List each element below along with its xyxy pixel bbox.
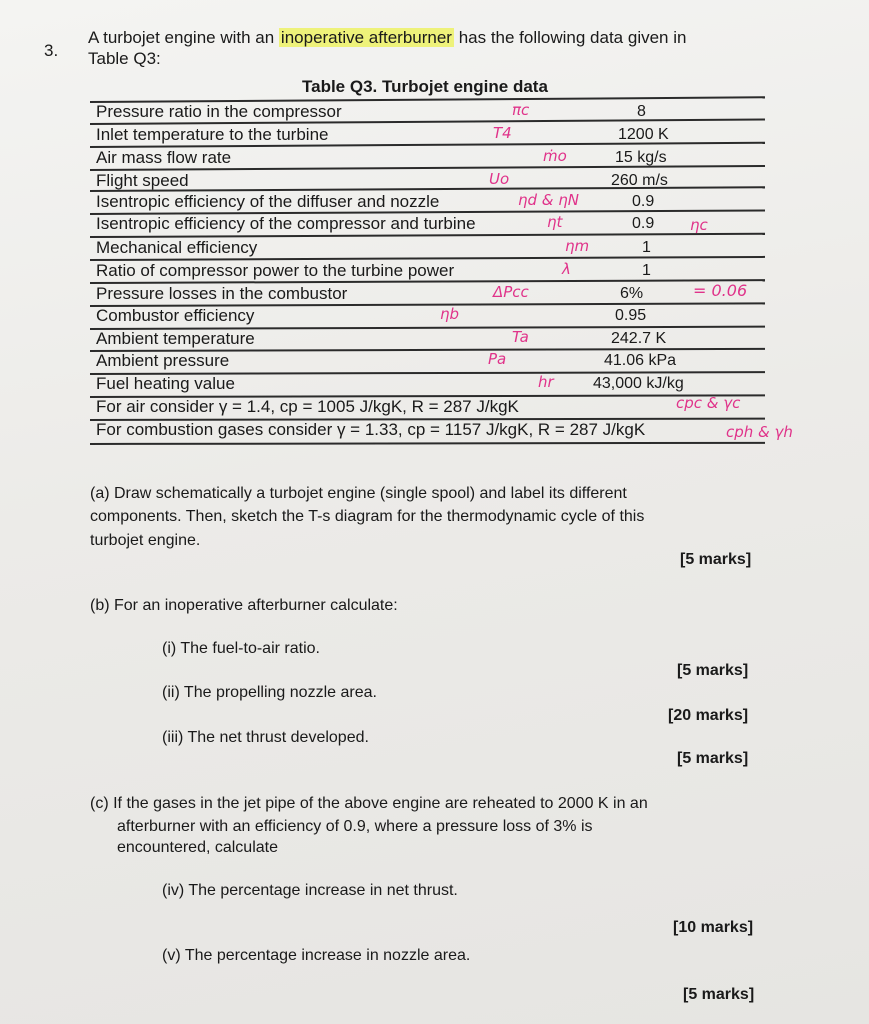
part-b-intro: (b) For an inoperative afterburner calculate: [90, 597, 398, 614]
table-row-value: 15 kg/s [615, 149, 667, 166]
table-row-label: Isentropic efficiency of the diffuser and nozzle [96, 192, 440, 211]
table-row-label: Isentropic efficiency of the compressor and turbine [96, 214, 476, 233]
table-row-gas-properties: For combustion gases consider γ = 1.33, cp = 1157 J/kgK, R = 287 J/kgK [96, 420, 646, 439]
question-intro-line1 [88, 28, 686, 48]
handwritten-note: Ta [512, 328, 529, 346]
table-row-air-properties: For air consider γ = 1.4, cp = 1005 J/kgK, R = 287 J/kgK [96, 397, 519, 416]
handwritten-note: hr [538, 373, 554, 391]
question-intro-line2: Table Q3: [88, 49, 161, 68]
annotation-gas: cph & γh [726, 423, 793, 441]
annotation-air: cpc & γc [676, 394, 741, 412]
handwritten-note: T4 [493, 124, 512, 142]
table-row-label: Flight speed [96, 171, 189, 190]
intro-text-b: has the following data given in [453, 28, 687, 47]
table-row-label: Combustor efficiency [96, 306, 255, 325]
part-a-line2: components. Then, sketch the T-s diagram for the thermodynamic cycle of this [90, 508, 645, 525]
part-c-iv: (iv) The percentage increase in net thrust. [162, 882, 458, 899]
table-row-label: Inlet temperature to the turbine [96, 125, 329, 144]
part-b-ii-marks: [20 marks] [668, 707, 749, 724]
part-c-line1: (c) If the gases in the jet pipe of the above engine are reheated to 2000 K in an [90, 795, 648, 812]
part-c-v: (v) The percentage increase in nozzle area. [162, 947, 471, 964]
part-b-i-marks: [5 marks] [677, 662, 749, 679]
table-row-label: Fuel heating value [96, 374, 235, 393]
handwritten-note: ηm [565, 237, 590, 255]
table-row-value: 0.9 [632, 215, 655, 232]
part-c-line3: encountered, calculate [117, 839, 278, 856]
table-row-value: 43,000 kJ/kg [593, 375, 684, 392]
part-b-ii: (ii) The propelling nozzle area. [162, 684, 377, 701]
table-row-value: 8 [637, 103, 646, 120]
table-row-value: 1 [642, 239, 651, 256]
table-row-label: Pressure ratio in the compressor [96, 102, 342, 121]
table-row-value: 41.06 kPa [604, 352, 677, 369]
table-row-label: Ambient pressure [96, 351, 230, 370]
table-rule [90, 442, 765, 445]
handwritten-note: ηb [440, 305, 460, 323]
part-a-marks: [5 marks] [680, 551, 752, 568]
table-title: Table Q3. Turbojet engine data [302, 77, 548, 96]
table-row-label: Ratio of compressor power to the turbine power [96, 261, 455, 280]
handwritten-note: ṁo [543, 147, 567, 165]
table-row-label: Air mass flow rate [96, 148, 232, 167]
table-row-label: Mechanical efficiency [96, 238, 258, 257]
handwritten-note: Pa [488, 350, 507, 368]
highlighted-phrase: inoperative afterburner [280, 28, 452, 47]
part-a-line1: (a) Draw schematically a turbojet engine (single spool) and label its different [90, 485, 627, 502]
handwritten-note: πc [512, 101, 530, 119]
handwritten-note: ηt [547, 213, 563, 231]
table-row-label: Pressure losses in the combustor [96, 284, 348, 303]
intro-text-a: A turbojet engine with an [88, 28, 279, 47]
part-b-iii-marks: [5 marks] [677, 750, 749, 767]
part-c-line2: afterburner with an efficiency of 0.9, where a pressure loss of 3% is [117, 818, 593, 835]
annotation-eta-c: ηc [690, 216, 708, 234]
table-row-value: 0.9 [632, 193, 655, 210]
handwritten-note: λ [562, 260, 571, 278]
handwritten-note: ΔPcc [493, 283, 529, 301]
part-b-iii: (iii) The net thrust developed. [162, 729, 369, 746]
table-row-value: 0.95 [615, 307, 647, 324]
part-c-iv-marks: [10 marks] [673, 919, 754, 936]
handwritten-note: ηd & ηN [518, 191, 579, 209]
part-c-v-marks: [5 marks] [683, 986, 755, 1003]
part-b-i: (i) The fuel-to-air ratio. [162, 640, 320, 657]
table-row-value: 260 m/s [611, 172, 668, 189]
table-row-value: 1200 K [618, 126, 669, 143]
table-row-value: 1 [642, 262, 651, 279]
annotation-pressure-loss: = 0.06 [693, 281, 748, 300]
part-a-line3: turbojet engine. [90, 532, 201, 549]
table-row-value: 242.7 K [611, 330, 667, 347]
handwritten-note: Uo [489, 170, 510, 188]
table-row-label: Ambient temperature [96, 329, 255, 348]
question-number: 3. [44, 41, 59, 60]
table-row-value: 6% [620, 285, 644, 302]
